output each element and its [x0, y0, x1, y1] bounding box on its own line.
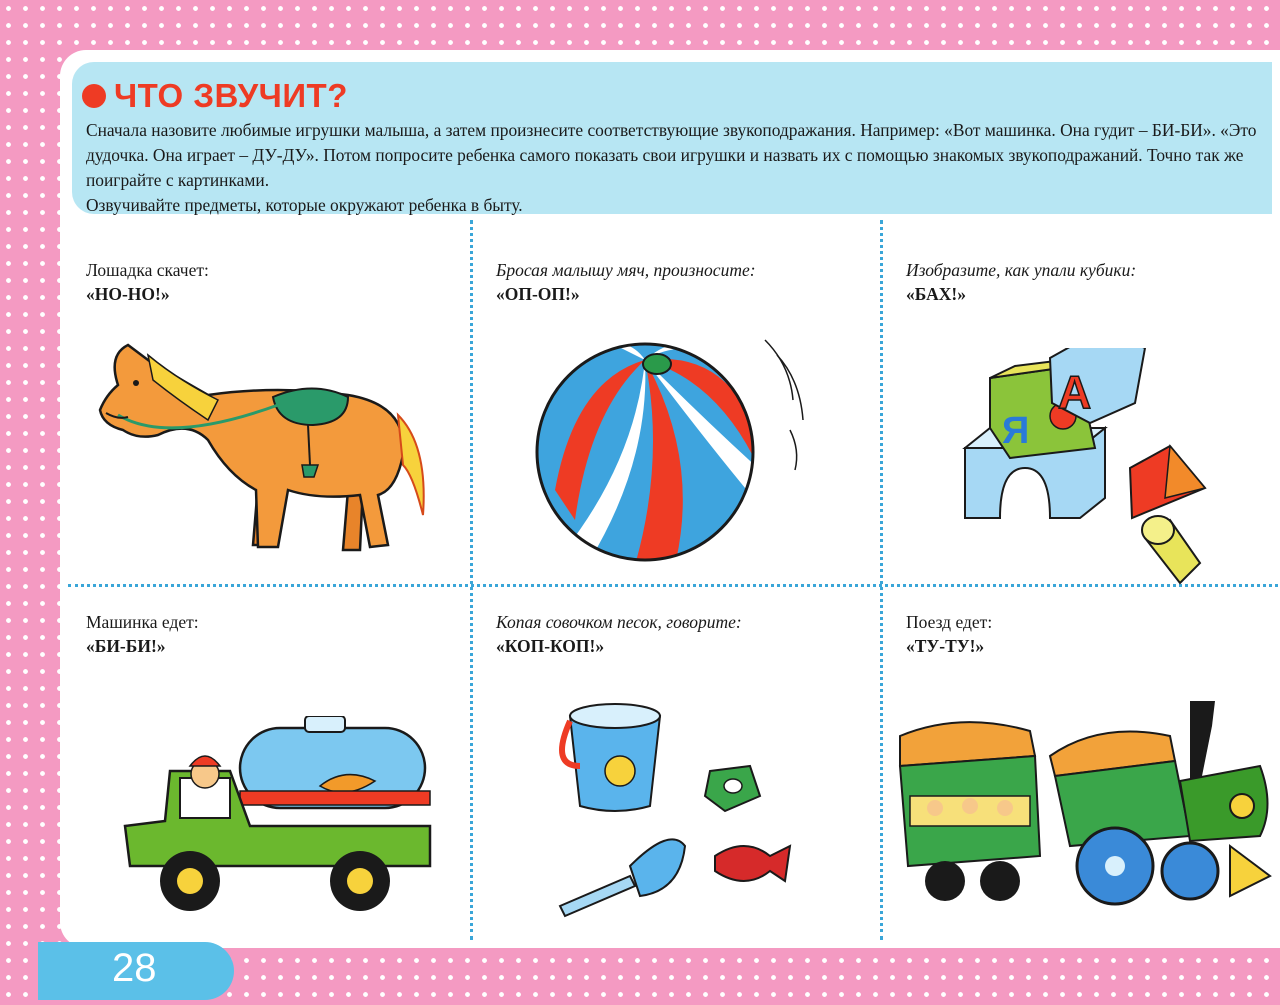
blocks-icon — [960, 348, 1260, 588]
block-letter: А — [1058, 366, 1092, 418]
caption-text: Копая совочком песок, говорите: — [496, 612, 742, 632]
caption-text: Лошадка скачет: — [86, 260, 209, 280]
svg-text:Я: Я — [1002, 410, 1030, 452]
instructions-panel — [72, 62, 1272, 214]
book-page — [60, 50, 1280, 948]
train-icon — [890, 696, 1280, 936]
page-number: 28 — [112, 946, 157, 990]
sound-word: «КОП-КОП!» — [496, 636, 605, 656]
instructions-text — [86, 118, 1278, 218]
page-title: ЧТО ЗВУЧИТ? — [114, 77, 348, 114]
sound-word: «БИ-БИ!» — [86, 636, 166, 656]
caption-text: Бросая малышу мяч, произносите: — [496, 260, 756, 280]
card-caption — [496, 258, 756, 306]
caption-text: Изобразите, как упали кубики: — [906, 260, 1137, 280]
caption-text: Машинка едет: — [86, 612, 199, 632]
sound-word: «ОП-ОП!» — [496, 284, 580, 304]
sound-word: «БАХ!» — [906, 284, 966, 304]
sound-word: «НО-НО!» — [86, 284, 170, 304]
title-row — [82, 76, 348, 116]
activity-card-blocks — [880, 220, 1280, 580]
instructions-paragraph: Сначала назовите любимые игрушки малыша, а затем произнесите соответствующие звукоподражания. Например: «Вот машинка. Она гудит – БИ-БИ». «Это дудочка. Она играет – ДУ-ДУ». Потом попросите ребенка самого показать свои игрушки и назвать их с помощью знакомых звукоподражаний. Точно так же поиграйте с картинками. — [86, 120, 1257, 190]
card-caption — [496, 610, 742, 658]
activity-grid — [60, 220, 1280, 948]
ball-icon — [515, 320, 825, 570]
activity-card-sand-toys — [470, 586, 870, 946]
activity-card-train — [880, 586, 1280, 946]
instructions-paragraph-2: Озвучивайте предметы, которые окружают ребенка в быту. — [86, 195, 523, 215]
card-caption — [86, 610, 199, 658]
horse-icon — [78, 325, 448, 555]
bullet-dot-icon — [82, 84, 106, 108]
sand-toys-icon — [550, 696, 850, 936]
activity-card-truck — [60, 586, 460, 946]
caption-text: Поезд едет: — [906, 612, 993, 632]
sound-word: «ТУ-ТУ!» — [906, 636, 985, 656]
card-caption — [906, 258, 1136, 306]
card-caption — [86, 258, 209, 306]
page-number-badge — [38, 942, 234, 1000]
card-caption — [906, 610, 992, 658]
activity-card-ball — [470, 220, 870, 580]
truck-icon — [110, 716, 450, 916]
activity-card-horse — [60, 220, 460, 580]
